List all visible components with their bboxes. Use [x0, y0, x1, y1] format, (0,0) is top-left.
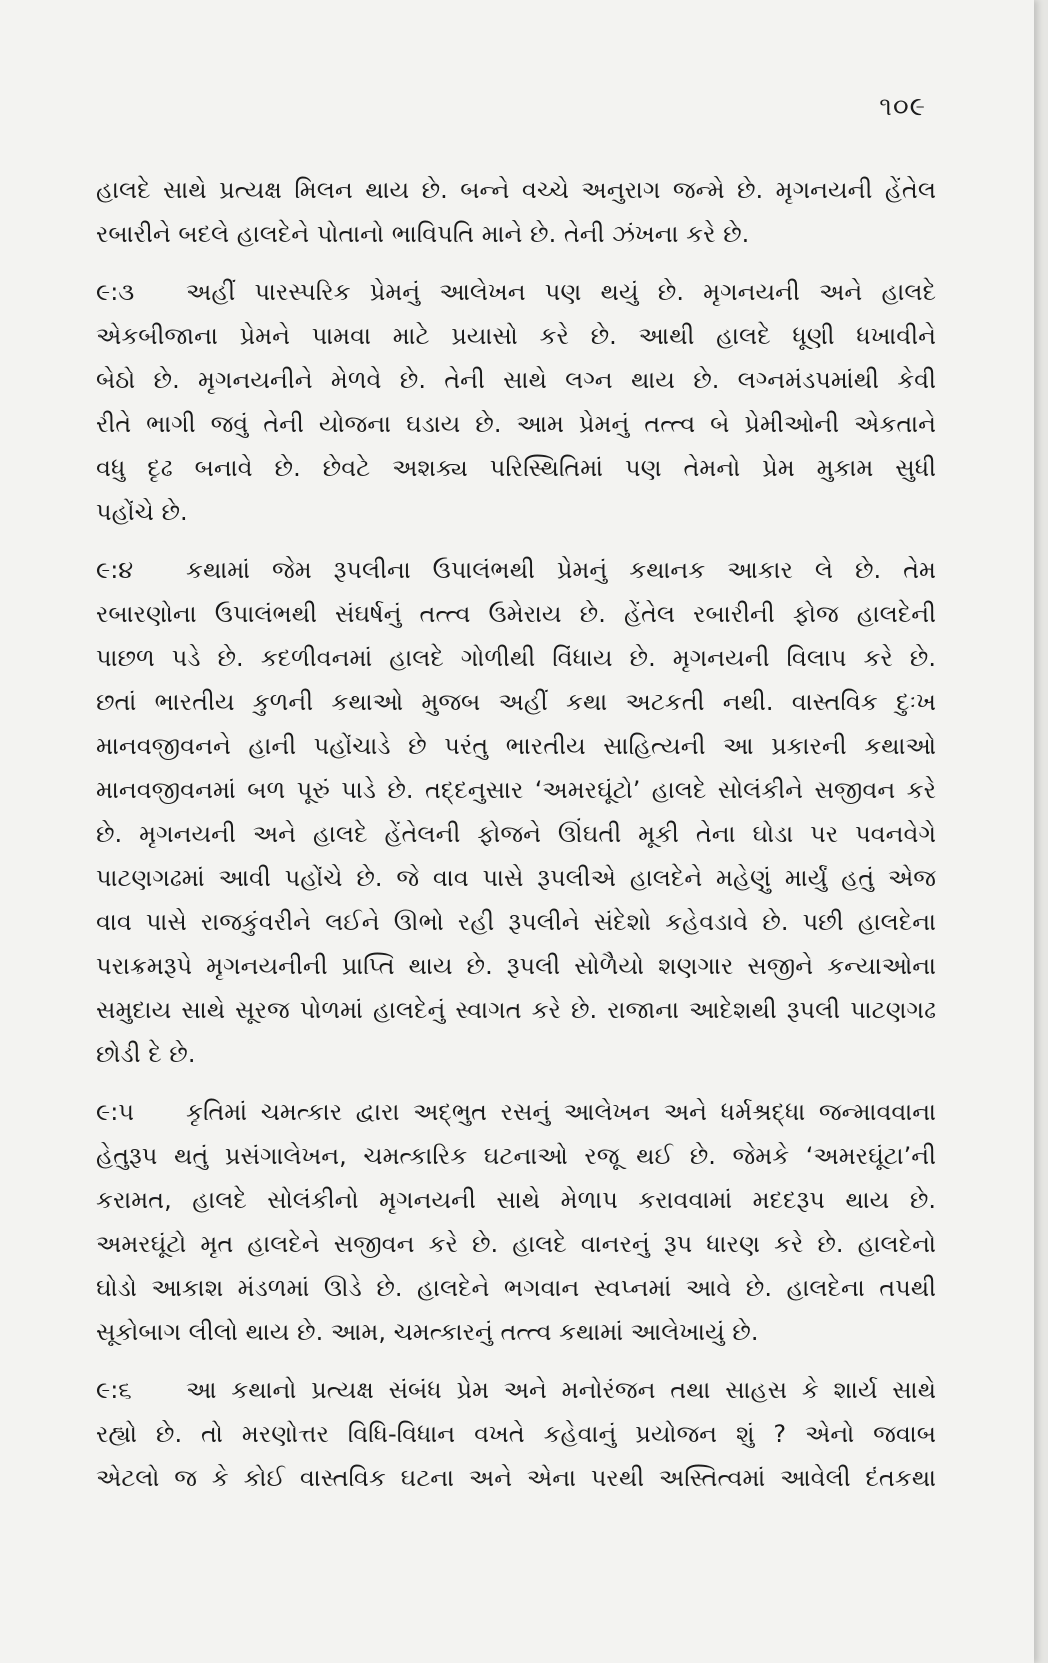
text-line: સમુદાય સાથે સૂરજ પોળમાં હાલદેનું સ્વાગત કરે છે. રાજાના આદેશથી રૂપલી પાટણગઢ — [96, 996, 936, 1024]
paragraph-number: ૯:૪ — [96, 556, 134, 584]
text-line: રબારીને બદલે હાલદેને પોતાનો ભાવિપતિ માને છે. તેની ઝંખના કરે છે. — [96, 220, 750, 248]
text-line: એકબીજાના પ્રેમને પામવા માટે પ્રયાસો કરે છે. આથી હાલદે ધૂણી ધખાવીને — [96, 322, 936, 350]
text-line: રબારણોના ઉપાલંભથી સંઘર્ષનું તત્ત્વ ઉમેરાય છે. હેંતેલ રબારીની ફોજ હાલદેની — [96, 600, 936, 628]
text-line — [96, 1368, 936, 1412]
text-line: બેઠો છે. મૃગનયનીને મેળવે છે. તેની સાથે લગ્ન થાય છે. લગ્નમંડપમાંથી કેવી — [96, 366, 936, 394]
text-line: પરાક્રમરૂપે મૃગનયનીની પ્રાપ્તિ થાય છે. રૂપલી સોળૈયો શણગાર સજીને કન્યાઓના — [96, 952, 936, 980]
page-body — [96, 168, 936, 1514]
text-line: માનવજીવનને હાની પહોંચાડે છે પરંતુ ભારતીય સાહિત્યની આ પ્રકારની કથાઓ — [96, 732, 936, 760]
paragraph-9-6 — [96, 1368, 936, 1500]
text-line: સૂકોબાગ લીલો થાય છે. આમ, ચમત્કારનું તત્ત્વ કથામાં આલેખાયું છે. — [96, 1318, 759, 1346]
text-line: હાલદે સાથે પ્રત્યક્ષ મિલન થાય છે. બન્ને વચ્ચે અનુરાગ જન્મે છે. મૃગનયની હેંતેલ — [96, 176, 936, 204]
paragraph-9-4 — [96, 548, 936, 1076]
text-line-content: આ કથાનો પ્રત્યક્ષ સંબંધ પ્રેમ અને મનોરંજન તથા સાહસ કે શાર્ય સાથે — [186, 1376, 936, 1404]
text-line: માનવજીવનમાં બળ પૂરું પાડે છે. તદ્દનુસાર ‘અમરઘૂંટો’ હાલદે સોલંકીને સજીવન કરે — [96, 776, 936, 804]
text-line: હેતુરૂપ થતું પ્રસંગાલેખન, ચમત્કારિક ઘટનાઓ રજૂ થઈ છે. જેમકે ‘અમરઘૂંટા’ની — [96, 1142, 936, 1170]
text-line: છતાં ભારતીય કુળની કથાઓ મુજબ અહીં કથા અટકતી નથી. વાસ્તવિક દુઃખ — [96, 688, 936, 716]
text-line-content: કૃતિમાં ચમત્કાર દ્વારા અદ્ભુત રસનું આલેખન અને ધર્મશ્રદ્ધા જન્માવવાના — [186, 1098, 936, 1126]
page-number: ૧૦૯ — [879, 92, 926, 122]
paragraph-continuation — [96, 168, 936, 256]
text-line: છોડી દે છે. — [96, 1040, 196, 1068]
paragraph-9-3 — [96, 270, 936, 534]
text-line: પાટણગઢમાં આવી પહોંચે છે. જે વાવ પાસે રૂપલીએ હાલદેને મહેણું માર્યું હતું એજ — [96, 864, 936, 892]
text-line: છે. મૃગનયની અને હાલદે હેંતેલની ફોજને ઊંઘતી મૂકી તેના ઘોડા પર પવનવેગે — [96, 820, 936, 848]
paragraph-9-5 — [96, 1090, 936, 1354]
text-line — [96, 270, 936, 314]
text-line: અમરઘૂંટો મૃત હાલદેને સજીવન કરે છે. હાલદે વાનરનું રૂપ ધારણ કરે છે. હાલદેનો — [96, 1230, 936, 1258]
text-line: પહોંચે છે. — [96, 498, 188, 526]
text-line: રહ્યો છે. તો મરણોત્તર વિધિ-વિધાન વખતે કહેવાનું પ્રયોજન શું ? એનો જવાબ — [96, 1420, 936, 1448]
text-line-content: કથામાં જેમ રૂપલીના ઉપાલંભથી પ્રેમનું કથાનક આકાર લે છે. તેમ — [186, 556, 936, 584]
text-line: એટલો જ કે કોઈ વાસ્તવિક ઘટના અને એના પરથી અસ્તિત્વમાં આવેલી દંતકથા — [96, 1464, 936, 1492]
text-line: પાછળ પડે છે. કદળીવનમાં હાલદે ગોળીથી વિંધાય છે. મૃગનયની વિલાપ કરે છે. — [96, 644, 936, 672]
paragraph-number: ૯:૩ — [96, 278, 135, 306]
text-line: ઘોડો આકાશ મંડળમાં ઊડે છે. હાલદેને ભગવાન સ્વપ્નમાં આવે છે. હાલદેના તપથી — [96, 1274, 936, 1302]
paragraph-number: ૯:૬ — [96, 1376, 132, 1404]
text-line: વધુ દૃઢ બનાવે છે. છેવટે અશક્ય પરિસ્થિતિમાં પણ તેમનો પ્રેમ મુકામ સુધી — [96, 454, 936, 482]
text-line: રીતે ભાગી જવું તેની યોજના ઘડાય છે. આમ પ્રેમનું તત્ત્વ બે પ્રેમીઓની એકતાને — [96, 410, 936, 438]
text-line-content: અહીં પારસ્પરિક પ્રેમનું આલેખન પણ થયું છે. મૃગનયની અને હાલદે — [186, 278, 936, 306]
paragraph-number: ૯:૫ — [96, 1098, 135, 1126]
text-line: કરામત, હાલદે સોલંકીનો મૃગનયની સાથે મેળાપ કરાવવામાં મદદરૂપ થાય છે. — [96, 1186, 936, 1214]
text-line — [96, 1090, 936, 1134]
text-line: વાવ પાસે રાજકુંવરીને લઈને ઊભો રહી રૂપલીને સંદેશો કહેવડાવે છે. પછી હાલદેના — [96, 908, 936, 936]
text-line — [96, 548, 936, 592]
